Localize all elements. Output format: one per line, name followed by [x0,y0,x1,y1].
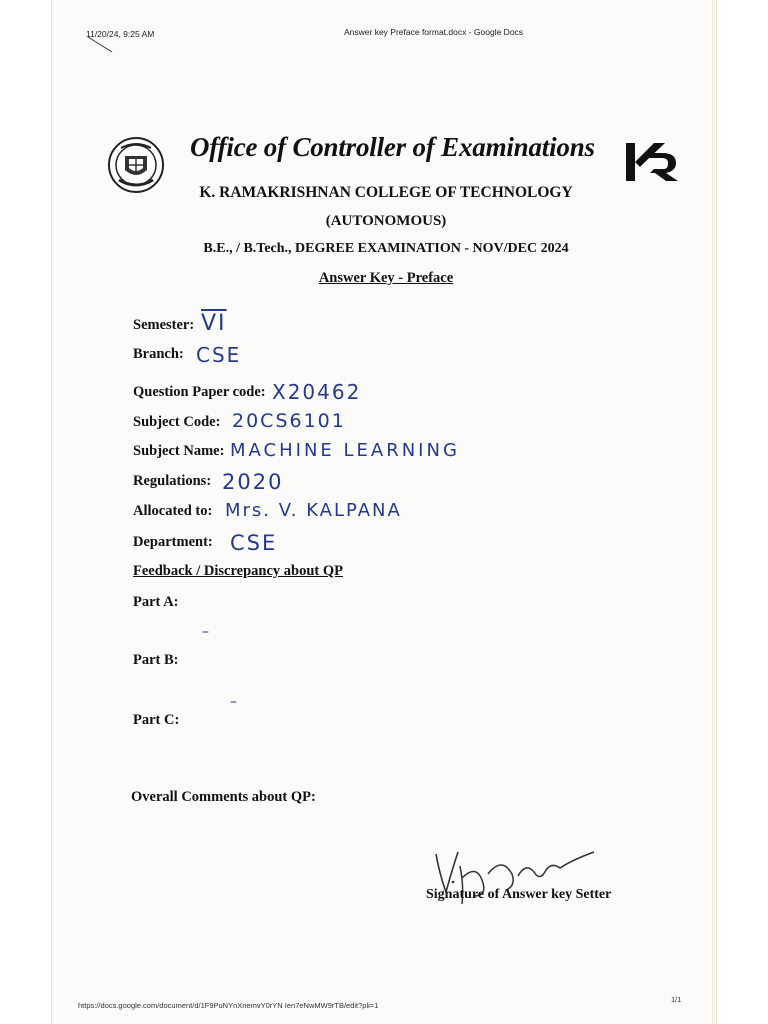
signature-label: Signature of Answer key Setter [426,887,612,902]
autonomous-label: (AUTONOMOUS) [325,213,447,229]
semester-value: $\overline{VI}$ [201,311,227,336]
regulations-value: 2020 [222,470,284,494]
document-heading: Answer Key - Preface [318,270,454,286]
department-label: Department: [133,534,213,550]
part-a-dash: – [202,624,211,640]
print-doc-title: Answer key Preface format.docx - Google Docs [344,27,524,37]
allocated-to-label: Allocated to: [133,503,213,519]
regulations-label: Regulations: [133,473,212,489]
pen-stroke-mark [86,33,116,55]
part-b-label: Part B: [133,652,179,668]
college-name: K. RAMAKRISHNAN COLLEGE OF TECHNOLOGY [199,184,573,201]
feedback-heading: Feedback / Discrepancy about QP [133,563,343,579]
kr-logo [624,139,680,185]
print-datetime: 11/20/24, 9:25 AM [86,29,155,39]
subject-code-value: 20CS6101 [232,410,346,432]
subject-code-label: Subject Code: [133,414,221,430]
department-value: CSE [230,531,278,555]
footer-page-number: 1/1 [671,995,682,1004]
part-c-label: Part C: [133,712,180,728]
subject-name-value: MACHINE LEARNING [230,440,460,461]
qp-code-label: Question Paper code: [133,384,266,400]
semester-label: Semester: [133,317,195,333]
subject-name-label: Subject Name: [133,443,225,459]
kr-logo-mark [624,139,680,185]
footer-url: https://docs.google.com/document/d/1F9PuNYnXnemvY0rYN Ien7eNwMW9rTB/edit?pli=1 [78,1001,379,1010]
exam-line: B.E., / B.Tech., DEGREE EXAMINATION - NOV/DEC 2024 [203,241,569,256]
office-title: Office of Controller of Examinations [190,132,595,162]
part-a-label: Part A: [133,594,179,610]
qp-code-value: X20462 [272,380,362,404]
branch-label: Branch: [133,346,184,362]
allocated-to-value: Mrs. V. KALPANA [225,500,402,521]
overall-comments-label: Overall Comments about QP: [131,789,316,805]
part-b-dash: – [230,694,239,710]
branch-value: CSE [196,343,242,367]
paper-edge [712,0,716,1024]
